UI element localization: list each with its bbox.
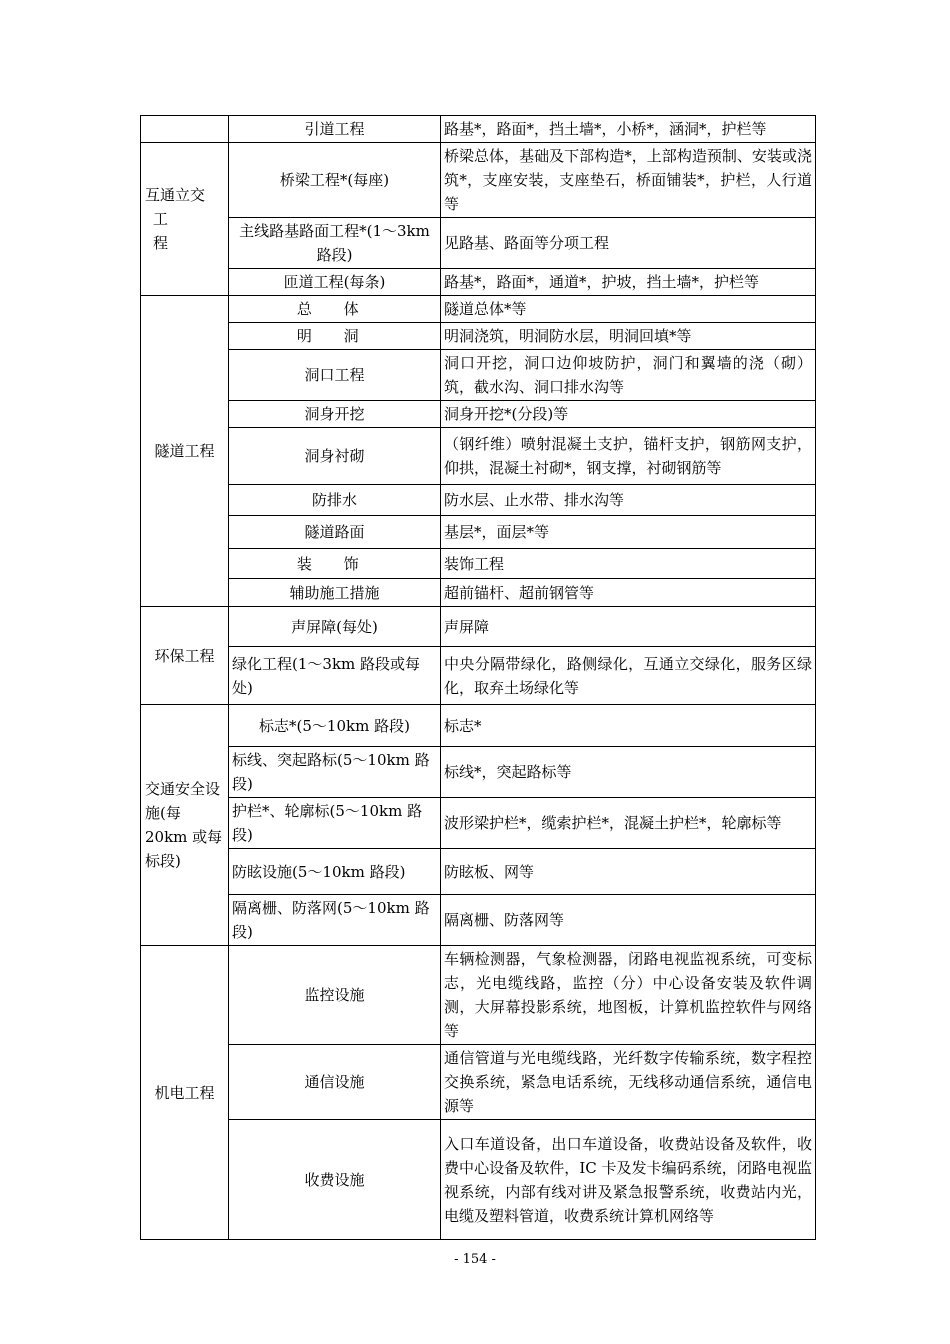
item-cell: 明 洞: [229, 323, 441, 350]
table-row: [141, 607, 816, 647]
table-row: [141, 1120, 816, 1240]
table-row: [141, 116, 816, 143]
table-row: [141, 516, 816, 549]
description-cell: 路基*，路面*，通道*，护坡，挡土墙*，护栏等: [441, 269, 816, 296]
item-cell: 隧道路面: [229, 516, 441, 549]
description-cell: 隧道总体*等: [441, 296, 816, 323]
category-label-line2: 工 程: [153, 210, 205, 252]
item-cell: 标志*(5～10km 路段): [229, 705, 441, 747]
table-row: [141, 323, 816, 350]
table-row: [141, 1045, 816, 1120]
category-label-line1: 互通立交: [145, 186, 206, 204]
item-cell: 总 体: [229, 296, 441, 323]
category-cell-environment: 环保工程: [141, 607, 229, 705]
table-row: [141, 428, 816, 485]
table-row: [141, 350, 816, 401]
table-row: [141, 269, 816, 296]
item-cell: 隔离栅、防落网(5～10km 路段): [229, 895, 441, 946]
item-cell: 辅助施工措施: [229, 579, 441, 607]
description-cell: 标线*，突起路标等: [441, 747, 816, 798]
description-cell: 波形梁护栏*，缆索护栏*，混凝土护栏*，轮廓标等: [441, 798, 816, 849]
item-cell: 监控设施: [229, 946, 441, 1045]
engineering-items-table: [140, 115, 816, 1240]
table-row: [141, 705, 816, 747]
description-cell: 明洞浇筑，明洞防水层，明洞回填*等: [441, 323, 816, 350]
table-row: [141, 401, 816, 428]
table-row: [141, 798, 816, 849]
item-cell: 装 饰: [229, 549, 441, 579]
page-number: - 154 -: [454, 1252, 496, 1267]
item-cell: 标线、突起路标(5～10km 路段): [229, 747, 441, 798]
item-cell: 匝道工程(每条): [229, 269, 441, 296]
table-row: [141, 218, 816, 269]
item-cell: 防眩设施(5～10km 路段): [229, 849, 441, 895]
description-cell: 洞口开挖，洞口边仰坡防护，洞门和翼墙的浇（砌）筑，截水沟、洞口排水沟等: [441, 350, 816, 401]
description-cell: 路基*，路面*，挡土墙*，小桥*，涵洞*，护栏等: [441, 116, 816, 143]
item-cell: 绿化工程(1～3km 路段或每处): [229, 647, 441, 705]
description-cell: 装饰工程: [441, 549, 816, 579]
category-cell-tunnel: 隧道工程: [141, 296, 229, 607]
item-cell: 洞身开挖: [229, 401, 441, 428]
table-row: [141, 579, 816, 607]
table-row: [141, 747, 816, 798]
description-cell: 桥梁总体，基础及下部构造*，上部构造预制、安装或浇筑*，支座安装，支座垫石，桥面铺装*，护栏，人行道等: [441, 143, 816, 218]
description-cell: 隔离栅、防落网等: [441, 895, 816, 946]
item-cell: 防排水: [229, 485, 441, 516]
description-cell: 通信管道与光电缆线路，光纤数字传输系统，数字程控交换系统，紧急电话系统，无线移动通信系统，通信电源等: [441, 1045, 816, 1120]
item-cell: 桥梁工程*(每座): [229, 143, 441, 218]
description-cell: 基层*，面层*等: [441, 516, 816, 549]
item-cell: 洞身衬砌: [229, 428, 441, 485]
table-row: [141, 296, 816, 323]
description-cell: 入口车道设备，出口车道设备，收费站设备及软件，收费中心设备及软件，IC 卡及发卡编码系统，闭路电视监视系统，内部有线对讲及紧急报警系统，收费站内光，电缆及塑料管道，收费系统计算机网络等: [441, 1120, 816, 1240]
description-cell: 见路基、路面等分项工程: [441, 218, 816, 269]
item-cell: 通信设施: [229, 1045, 441, 1120]
table-row: [141, 549, 816, 579]
description-cell: 标志*: [441, 705, 816, 747]
description-cell: （钢纤维）喷射混凝土支护，锚杆支护，钢筋网支护，仰拱，混凝土衬砌*，钢支撑，衬砌钢筋等: [441, 428, 816, 485]
category-cell: [141, 116, 229, 143]
category-cell-electro: 机电工程: [141, 946, 229, 1240]
table-row: [141, 647, 816, 705]
description-cell: 声屏障: [441, 607, 816, 647]
table-row: [141, 895, 816, 946]
table-row: [141, 946, 816, 1045]
item-cell: 主线路基路面工程*(1～3km 路段): [229, 218, 441, 269]
description-cell: 防水层、止水带、排水沟等: [441, 485, 816, 516]
category-cell-interchange: [141, 143, 229, 296]
description-cell: 洞身开挖*(分段)等: [441, 401, 816, 428]
description-cell: 防眩板、网等: [441, 849, 816, 895]
item-cell: 声屏障(每处): [229, 607, 441, 647]
item-cell: 洞口工程: [229, 350, 441, 401]
table-row: [141, 143, 816, 218]
description-cell: 车辆检测器，气象检测器，闭路电视监视系统，可变标志，光电缆线路，监控（分）中心设备安装及软件调测，大屏幕投影系统，地图板，计算机监控软件与网络等: [441, 946, 816, 1045]
item-cell: 收费设施: [229, 1120, 441, 1240]
item-cell: 护栏*、轮廓标(5～10km 路段): [229, 798, 441, 849]
category-cell-safety: 交通安全设施(每 20km 或每标段): [141, 705, 229, 946]
item-cell: 引道工程: [229, 116, 441, 143]
description-cell: 超前锚杆、超前钢管等: [441, 579, 816, 607]
table-row: [141, 849, 816, 895]
table-row: [141, 485, 816, 516]
description-cell: 中央分隔带绿化，路侧绿化，互通立交绿化，服务区绿化，取弃土场绿化等: [441, 647, 816, 705]
